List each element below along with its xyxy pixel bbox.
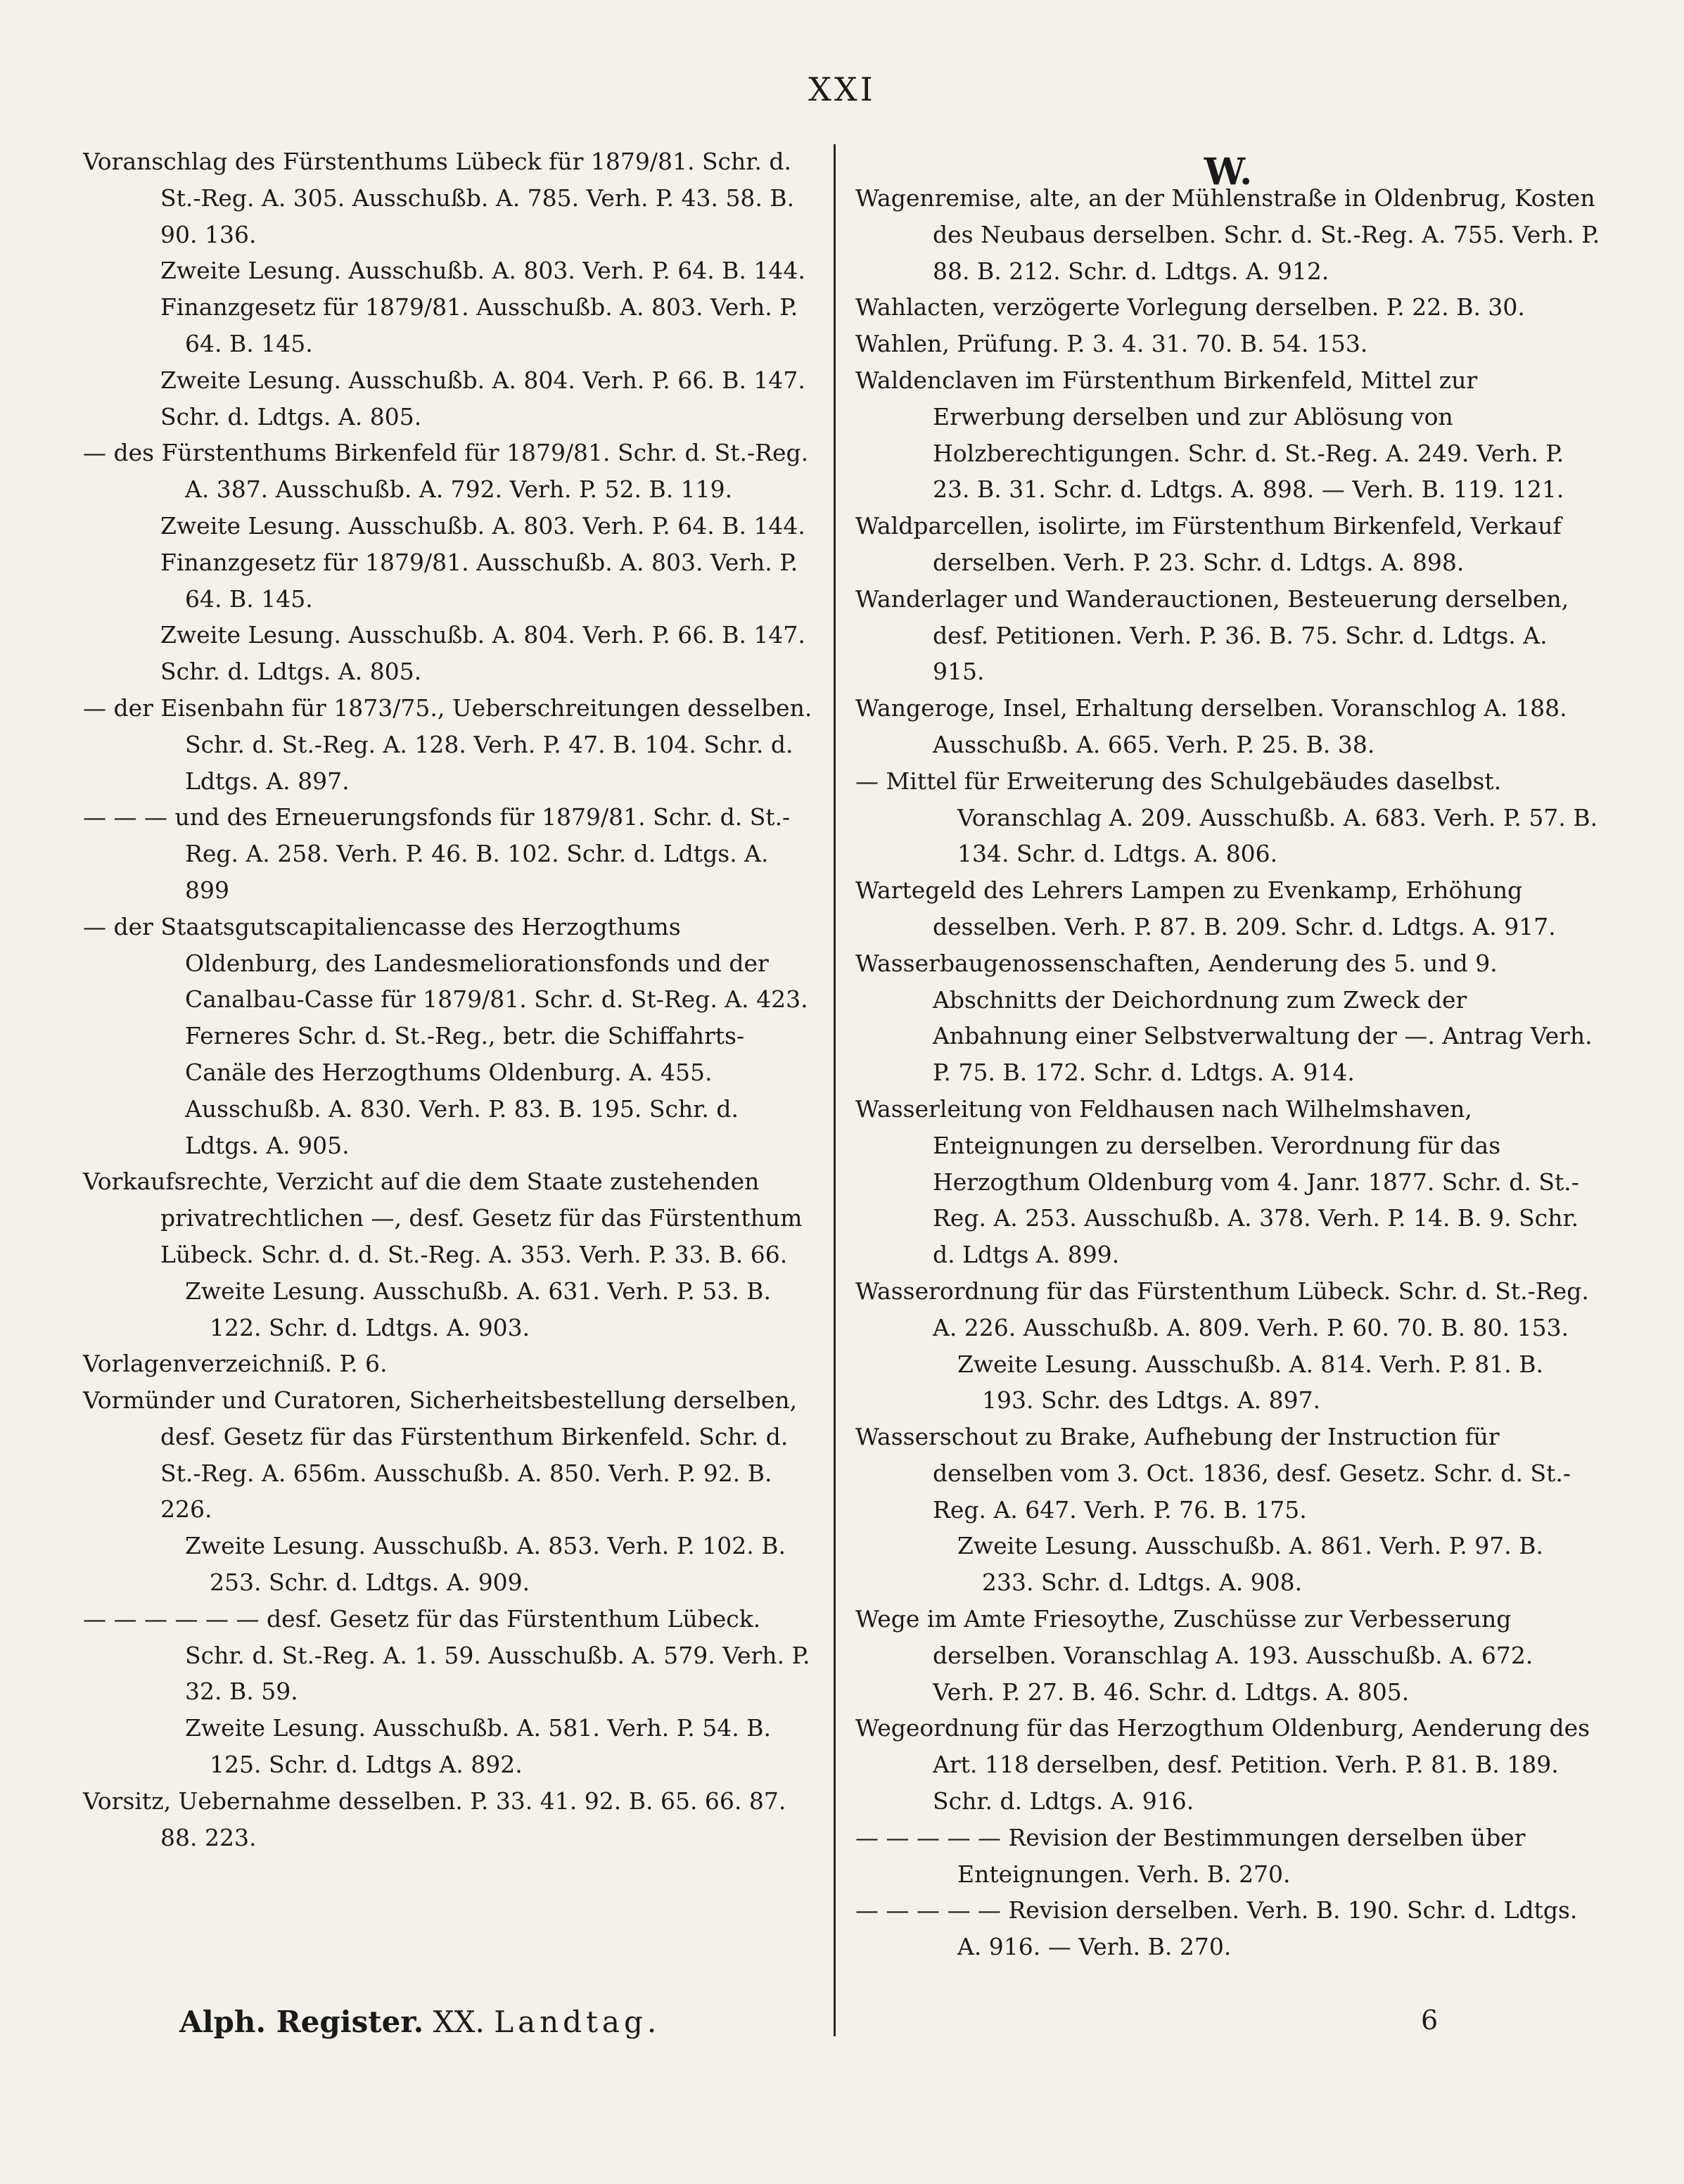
register-entry: — — — — — Revision derselben. Verh. B. 190. Schr. d. Ldtgs. A. 916. — Verh. B. 270. xyxy=(855,1896,1578,1961)
register-entry: — — — — — Revision der Bestimmungen derselben über Enteignungen. Verh. B. 270. xyxy=(855,1823,1526,1888)
section-letter: W. xyxy=(1204,151,1253,193)
register-entry: Zweite Lesung. Ausschußb. A. 804. Verh. P. 66. B. 147. xyxy=(160,621,805,649)
register-entry: — der Eisenbahn für 1873/75., Ueberschreitungen desselben. Schr. d. St.-Reg. A. 128. Verh. P. 47. B. 104. Schr. d. Ldtgs. A. 897. xyxy=(83,694,812,795)
register-entry: Wasserschout zu Brake, Aufhebung der Instruction für denselben vom 3. Oct. 1836, desf. Gesetz. Schr. d. St.-Reg. A. 647. Verh. P. 76. B. 175. xyxy=(855,1423,1571,1524)
register-entry: Wangeroge, Insel, Erhaltung derselben. Voranschlog A. 188. Ausschußb. A. 665. Verh. P. 25. B. 38. xyxy=(855,694,1567,758)
register-entry: Wahlacten, verzögerte Vorlegung derselben. P. 22. B. 30. xyxy=(855,293,1525,321)
signature-title: Alph. Register. xyxy=(179,2005,424,2039)
register-entry: Wegeordnung für das Herzogthum Oldenburg, Aenderung des Art. 118 derselben, desf. Petition. Verh. P. 81. B. 189. Schr. d. Ldtgs. A. 916. xyxy=(855,1714,1590,1815)
register-entry: — — — und des Erneuerungsfonds für 1879/81. Schr. d. St.-Reg. A. 258. Verh. P. 46. B. 102. Schr. d. Ldtgs. A. 899 xyxy=(83,803,791,904)
register-entry: Finanzgesetz für 1879/81. Ausschußb. A. 803. Verh. P. 64. B. 145. xyxy=(160,548,798,613)
register-entry: Waldenclaven im Fürstenthum Birkenfeld, Mittel zur Erwerbung derselben und zur Ablösung von Holzberechtigungen. Schr. d. St.-Reg. A. 249. Verh. P. 23. B. 31. Schr. d. Ldtgs. A. 898. — Verh. B. 119. 121. xyxy=(855,366,1564,504)
sheet-number: 6 xyxy=(1421,2005,1439,2036)
register-entry: Vorlagenverzeichniß. P. 6. xyxy=(83,1350,388,1378)
column-divider xyxy=(834,144,836,2036)
register-entry: Zweite Lesung. Ausschußb. A. 814. Verh. P. 81. B. 193. Schr. des Ldtgs. A. 897. xyxy=(957,1350,1543,1415)
register-entry: Wasserleitung von Feldhausen nach Wilhelmshaven, Enteignungen zu derselben. Verordnung für das Herzogthum Oldenburg vom 4. Janr. 1877. Schr. d. St.-Reg. A. 253. Ausschußb. A. 378. Verh. P. 14. B. 9. Schr. d. Ldtgs A. 899. xyxy=(855,1094,1579,1269)
register-entry: Finanzgesetz für 1879/81. Ausschußb. A. 803. Verh. P. 64. B. 145. xyxy=(160,293,798,357)
page-number: XXI xyxy=(808,70,876,108)
register-entry: Zweite Lesung. Ausschußb. A. 803. Verh. P. 64. B. 144. xyxy=(160,257,805,285)
register-entry: Wanderlager und Wanderauctionen, Besteuerung derselben, desf. Petitionen. Verh. P. 36. B. 75. Schr. d. Ldtgs. A. 915. xyxy=(855,585,1569,686)
register-entry: Zweite Lesung. Ausschußb. A. 853. Verh. P. 102. B. 253. Schr. d. Ldtgs. A. 909. xyxy=(185,1532,786,1597)
register-entry: Schr. d. Ldtgs. A. 805. xyxy=(160,658,422,686)
register-entry: — der Staatsgutscapitaliencasse des Herzogthums Oldenburg, des Landesmeliorationsfonds und der Canalbau-Casse für 1879/81. Schr. d. St-Reg. A. 423. Ferneres Schr. d. St.-Reg., betr. die Schiffahrts-Canäle des Herzogthums Oldenburg. A. 455. Ausschußb. A. 830. Verh. P. 83. B. 195. Schr. d. Ldtgs. A. 905. xyxy=(83,912,808,1159)
register-entry: Wasserordnung für das Fürstenthum Lübeck. Schr. d. St.-Reg. A. 226. Ausschußb. A. 809. Verh. P. 60. 70. B. 80. 153. xyxy=(855,1277,1589,1341)
register-entry: Zweite Lesung. Ausschußb. A. 581. Verh. P. 54. B. 125. Schr. d. Ldtgs A. 892. xyxy=(185,1714,771,1779)
register-entry: Schr. d. Ldtgs. A. 805. xyxy=(160,402,422,430)
register-entry: Zweite Lesung. Ausschußb. A. 804. Verh. P. 66. B. 147. xyxy=(160,366,805,394)
register-entry: Wasserbaugenossenschaften, Aenderung des 5. und 9. Abschnitts der Deichordnung zum Zweck der Anbahnung einer Selbstverwaltung der —. Antrag Verh. P. 75. B. 172. Schr. d. Ldtgs. A. 914. xyxy=(855,949,1593,1087)
register-entry: Wartegeld des Lehrers Lampen zu Evenkamp, Erhöhung desselben. Verh. P. 87. B. 209. Schr. d. Ldtgs. A. 917. xyxy=(855,876,1556,940)
right-column xyxy=(855,180,1601,1965)
signature-session: XX. xyxy=(433,2005,485,2039)
signature-landtag: Landtag. xyxy=(494,2005,661,2039)
register-entry: Zweite Lesung. Ausschußb. A. 631. Verh. P. 53. B. 122. Schr. d. Ldtgs. A. 903. xyxy=(185,1277,771,1341)
register-entry: Voranschlag des Fürstenthums Lübeck für 1879/81. Schr. d. St.-Reg. A. 305. Ausschußb. A. 785. Verh. P. 43. 58. B. 90. 136. xyxy=(83,148,795,248)
register-entry: Vorkaufsrechte, Verzicht auf die dem Staate zustehenden privatrechtlichen —, desf. Gesetz für das Fürstenthum Lübeck. Schr. d. d. St.-Reg. A. 353. Verh. P. 33. B. 66. xyxy=(83,1168,803,1268)
register-entry: Wege im Amte Friesoythe, Zuschüsse zur Verbesserung derselben. Voranschlag A. 193. Ausschußb. A. 672. Verh. P. 27. B. 46. Schr. d. Ldtgs. A. 805. xyxy=(855,1605,1533,1706)
register-entry: Zweite Lesung. Ausschußb. A. 861. Verh. P. 97. B. 233. Schr. d. Ldtgs. A. 908. xyxy=(957,1532,1543,1597)
register-entry: — Mittel für Erweiterung des Schulgebäudes daselbst. Voranschlag A. 209. Ausschußb. A. 683. Verh. P. 57. B. 134. Schr. d. Ldtgs. A. 806. xyxy=(855,767,1598,868)
register-entry: Wahlen, Prüfung. P. 3. 4. 31. 70. B. 54. 153. xyxy=(855,330,1368,358)
register-entry: Waldparcellen, isolirte, im Fürstenthum Birkenfeld, Verkauf derselben. Verh. P. 23. Schr. d. Ldtgs. A. 898. xyxy=(855,512,1562,576)
register-entry: Vormünder und Curatoren, Sicherheitsbestellung derselben, desf. Gesetz für das Fürstenthum Birkenfeld. Schr. d. St.-Reg. A. 656m. Ausschußb. A. 850. Verh. P. 92. B. 226. xyxy=(83,1386,798,1524)
left-column xyxy=(83,143,816,1856)
register-entry: — — — — — — desf. Gesetz für das Fürstenthum Lübeck. Schr. d. St.-Reg. A. 1. 59. Ausschußb. A. 579. Verh. P. 32. B. 59. xyxy=(83,1604,810,1706)
register-entry: Vorsitz, Uebernahme desselben. P. 33. 41. 92. B. 65. 66. 87. 88. 223. xyxy=(83,1787,786,1851)
register-entry: Zweite Lesung. Ausschußb. A. 803. Verh. P. 64. B. 144. xyxy=(160,511,805,539)
register-entry: Wagenremise, alte, an der Mühlenstraße in Oldenbrug, Kosten des Neubaus derselben. Schr. d. St.-Reg. A. 755. Verh. P. 88. B. 212. Schr. d. Ldtgs. A. 912. xyxy=(855,184,1600,285)
signature-line xyxy=(179,2005,661,2039)
register-entry: — des Fürstenthums Birkenfeld für 1879/81. Schr. d. St.-Reg. A. 387. Ausschußb. A. 792. Verh. P. 52. B. 119. xyxy=(83,439,809,504)
